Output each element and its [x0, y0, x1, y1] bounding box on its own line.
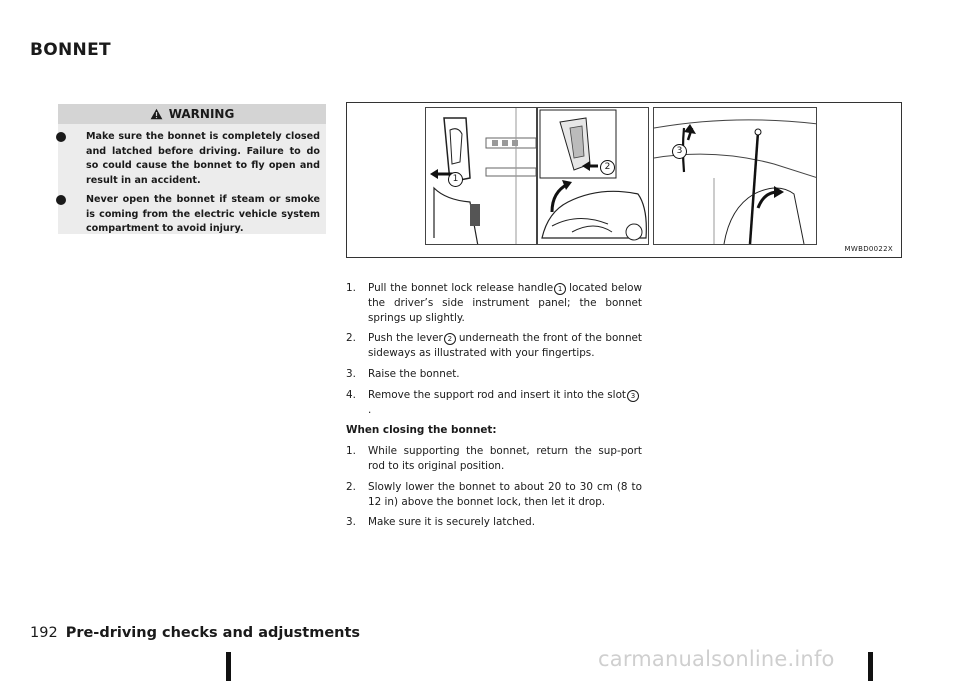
- callout-ref-icon: 1: [554, 283, 566, 295]
- step-text: Make sure it is securely latched.: [368, 516, 536, 529]
- step-number: 1.: [346, 445, 356, 458]
- page-footer: [30, 625, 360, 641]
- step-number: 1.: [346, 282, 356, 294]
- step-text: underneath the front of the bonnet sideways as illustrated with your fingertips.: [368, 332, 642, 360]
- list-item: [346, 515, 642, 530]
- warning-item: [58, 130, 320, 188]
- list-item: [346, 281, 642, 325]
- list-item: [346, 331, 642, 361]
- step-number: 3.: [346, 516, 356, 529]
- illustration-panel-release-handle: [425, 107, 537, 245]
- step-text: Remove the support rod and insert it into the slot: [368, 388, 626, 401]
- callout-ref-icon: 2: [444, 333, 456, 345]
- step-text: Pull the bonnet lock release handle: [368, 282, 554, 294]
- bullet-icon: [56, 195, 66, 205]
- step-text: Push the lever: [368, 332, 443, 345]
- step-text: While supporting the bonnet, return the sup-port rod to its original position.: [368, 445, 642, 472]
- warning-triangle-icon: [150, 108, 163, 120]
- step-number: 3.: [346, 367, 356, 380]
- warning-header: [58, 104, 326, 124]
- illustration-panel-support-rod: [653, 107, 817, 245]
- callout-2-icon: 2: [600, 160, 615, 175]
- crop-mark-right: [868, 652, 873, 681]
- warning-text: Never open the bonnet if steam or smoke is coming from the electric vehicle system compartment to avoid injury.: [86, 194, 320, 234]
- warning-text: Make sure the bonnet is completely closed and latched before driving. Failure to do so could cause the bonnet to fly open and result in an accident.: [86, 131, 320, 186]
- bullet-icon: [56, 132, 66, 142]
- list-item: [346, 480, 642, 510]
- illustration-panel-lever: [537, 107, 649, 245]
- figure-code: MWBD0022X: [844, 245, 893, 253]
- list-item: [346, 444, 642, 474]
- step-number: 2.: [346, 480, 356, 493]
- callout-1-icon: 1: [448, 172, 463, 187]
- step-number: 4.: [346, 388, 356, 401]
- list-item: [346, 388, 642, 418]
- crop-mark-left: [226, 652, 231, 681]
- callout-ref-icon: 3: [627, 390, 639, 402]
- step-text: .: [368, 403, 372, 416]
- chapter-title: Pre-driving checks and adjustments: [65, 625, 361, 641]
- watermark: carmanualsonline.info: [598, 647, 835, 671]
- closing-heading: When closing the bonnet:: [346, 424, 497, 437]
- warning-item: [58, 193, 320, 237]
- step-text: Raise the bonnet.: [368, 367, 460, 380]
- list-item: [346, 367, 642, 382]
- step-number: 2.: [346, 332, 356, 345]
- step-text: located below the driver’s side instrument panel; the bonnet springs up slightly.: [368, 282, 642, 324]
- callout-3-icon: 3: [672, 144, 687, 159]
- step-text: Slowly lower the bonnet to about 20 to 30 cm (8 to 12 in) above the bonnet lock, then let it drop.: [368, 480, 642, 508]
- bonnet-illustration: [346, 102, 902, 258]
- page-title: BONNET: [30, 40, 111, 60]
- page-number: 192: [30, 625, 58, 641]
- warning-heading: WARNING: [168, 107, 235, 121]
- warning-box: [58, 104, 326, 234]
- instructions: [346, 281, 642, 536]
